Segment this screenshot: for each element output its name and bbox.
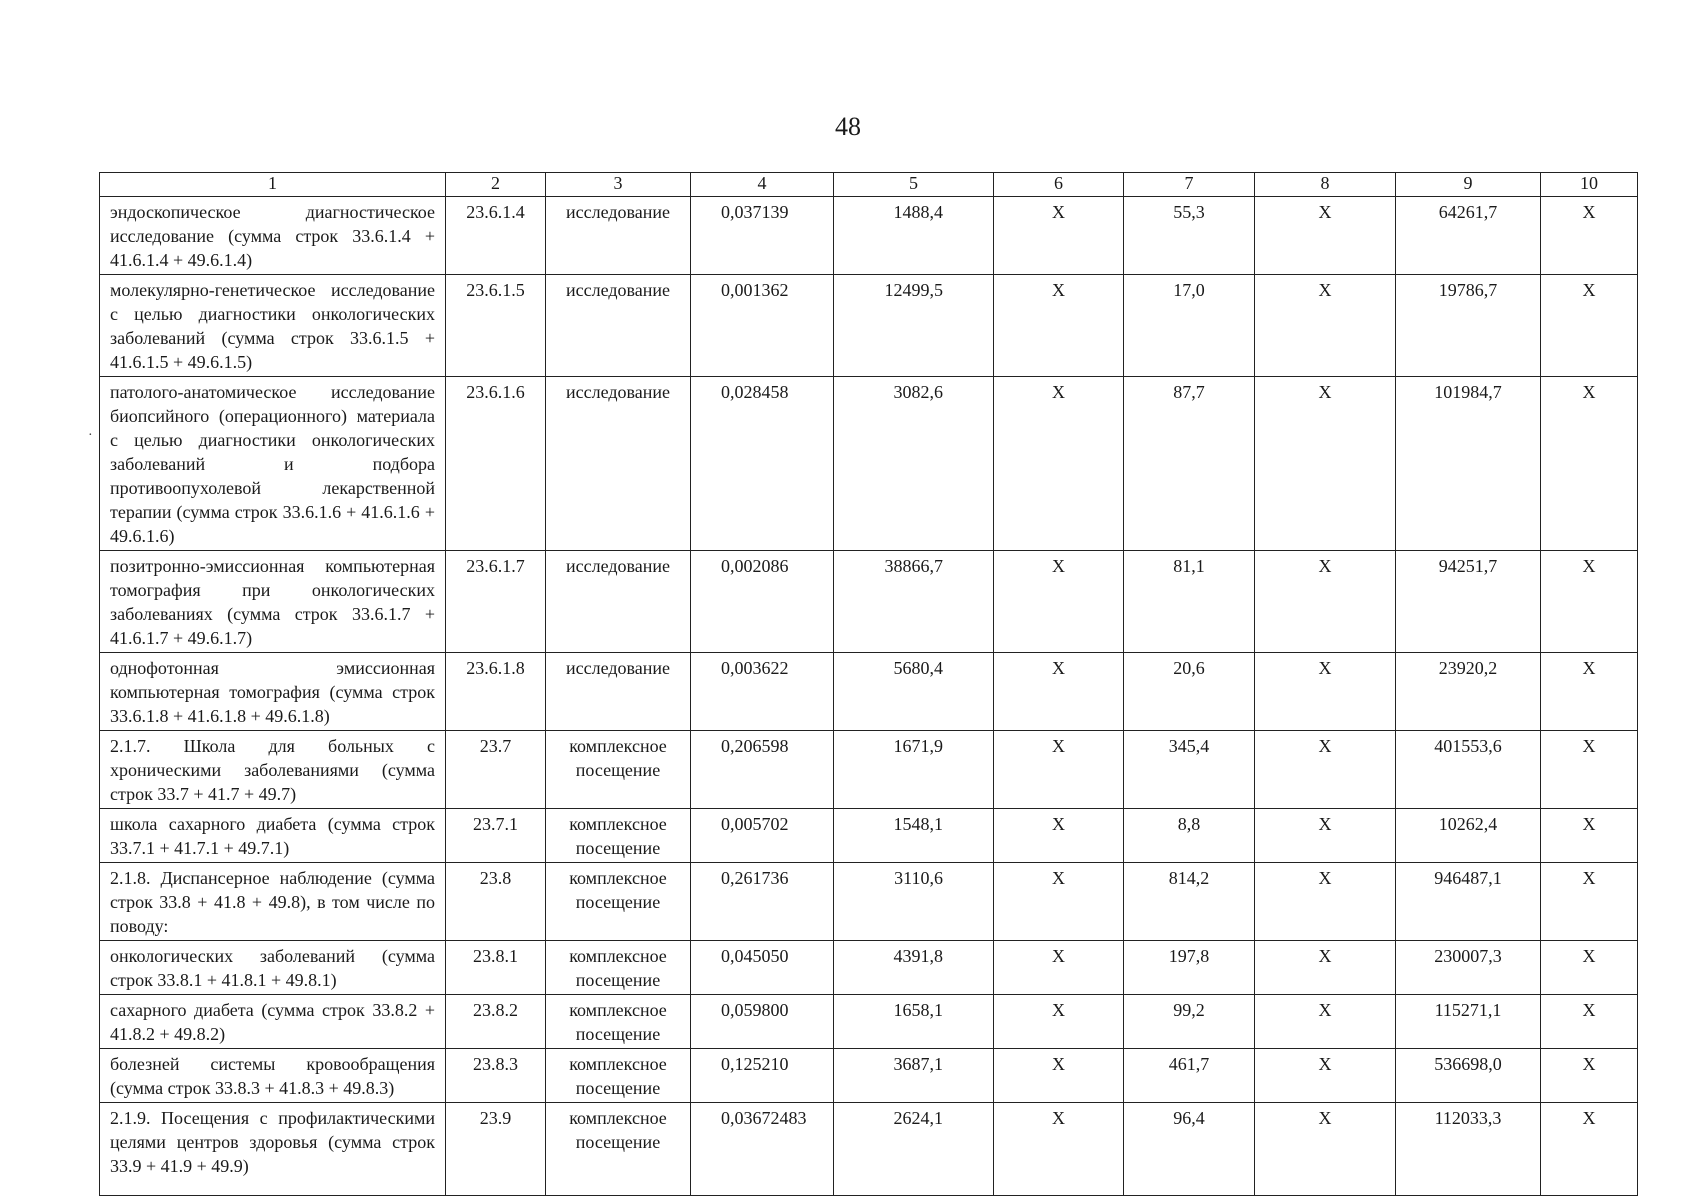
- row-code-cell: 23.8.1: [446, 941, 546, 995]
- per-capita-cell: 461,7: [1124, 1049, 1255, 1103]
- row-code-cell: 23.6.1.5: [446, 275, 546, 377]
- total-cost-cell: 230007,3: [1396, 941, 1541, 995]
- x-mark-cell: X: [1541, 377, 1638, 551]
- norm-volume-cell: 0,03672483: [691, 1103, 834, 1196]
- per-capita-cell: 197,8: [1124, 941, 1255, 995]
- row-code-cell: 23.6.1.8: [446, 653, 546, 731]
- x-mark-cell: X: [1541, 197, 1638, 275]
- row-code-cell: 23.7.1: [446, 809, 546, 863]
- norm-volume-cell: 0,028458: [691, 377, 834, 551]
- total-cost-cell: 946487,1: [1396, 863, 1541, 941]
- column-number-cell: 5: [834, 173, 994, 197]
- indicator-name-cell: сахарного диабета (сумма строк 33.8.2 + 41.8.2 + 49.8.2): [100, 995, 446, 1049]
- per-capita-cell: 814,2: [1124, 863, 1255, 941]
- x-mark-cell: X: [994, 1103, 1124, 1196]
- unit-cost-cell: 3687,1: [834, 1049, 994, 1103]
- x-mark-cell: X: [1541, 653, 1638, 731]
- total-cost-cell: 19786,7: [1396, 275, 1541, 377]
- x-mark-cell: X: [1541, 731, 1638, 809]
- table-row: [100, 731, 1638, 809]
- x-mark-cell: X: [1255, 275, 1396, 377]
- total-cost-cell: 115271,1: [1396, 995, 1541, 1049]
- x-mark-cell: X: [1255, 377, 1396, 551]
- x-mark-cell: X: [1541, 941, 1638, 995]
- unit-cell: комплексное посещение: [546, 995, 691, 1049]
- x-mark-cell: X: [1255, 941, 1396, 995]
- x-mark-cell: X: [1541, 863, 1638, 941]
- column-number-cell: 6: [994, 173, 1124, 197]
- x-mark-cell: X: [994, 1049, 1124, 1103]
- x-mark-cell: X: [1541, 809, 1638, 863]
- norm-volume-cell: 0,059800: [691, 995, 834, 1049]
- table-row: [100, 197, 1638, 275]
- x-mark-cell: X: [994, 941, 1124, 995]
- x-mark-cell: X: [1255, 653, 1396, 731]
- x-mark-cell: X: [994, 197, 1124, 275]
- table-row: [100, 1103, 1638, 1196]
- unit-cost-cell: 2624,1: [834, 1103, 994, 1196]
- x-mark-cell: X: [1255, 863, 1396, 941]
- unit-cost-cell: 12499,5: [834, 275, 994, 377]
- indicator-name-cell: школа сахарного диабета (сумма строк 33.7.1 + 41.7.1 + 49.7.1): [100, 809, 446, 863]
- row-code-cell: 23.8.3: [446, 1049, 546, 1103]
- per-capita-cell: 87,7: [1124, 377, 1255, 551]
- column-number-cell: 10: [1541, 173, 1638, 197]
- row-code-cell: 23.7: [446, 731, 546, 809]
- x-mark-cell: X: [1541, 551, 1638, 653]
- unit-cell: исследование: [546, 377, 691, 551]
- indicator-name-cell: однофотонная эмиссионная компьютерная томография (сумма строк 33.6.1.8 + 41.6.1.8 + 49.6.1.8): [100, 653, 446, 731]
- unit-cell: комплексное посещение: [546, 863, 691, 941]
- x-mark-cell: X: [1255, 1103, 1396, 1196]
- norm-volume-cell: 0,261736: [691, 863, 834, 941]
- row-code-cell: 23.6.1.7: [446, 551, 546, 653]
- per-capita-cell: 99,2: [1124, 995, 1255, 1049]
- indicator-name-cell: эндоскопическое диагностическое исследование (сумма строк 33.6.1.4 + 41.6.1.4 + 49.6.1.4): [100, 197, 446, 275]
- x-mark-cell: X: [994, 551, 1124, 653]
- norm-volume-cell: 0,002086: [691, 551, 834, 653]
- unit-cell: исследование: [546, 197, 691, 275]
- per-capita-cell: 345,4: [1124, 731, 1255, 809]
- norm-volume-cell: 0,045050: [691, 941, 834, 995]
- x-mark-cell: X: [994, 995, 1124, 1049]
- x-mark-cell: X: [1541, 995, 1638, 1049]
- x-mark-cell: X: [1541, 275, 1638, 377]
- per-capita-cell: 20,6: [1124, 653, 1255, 731]
- column-number-cell: 4: [691, 173, 834, 197]
- unit-cost-cell: 1488,4: [834, 197, 994, 275]
- unit-cost-cell: 5680,4: [834, 653, 994, 731]
- per-capita-cell: 8,8: [1124, 809, 1255, 863]
- unit-cell: комплексное посещение: [546, 731, 691, 809]
- row-code-cell: 23.8: [446, 863, 546, 941]
- unit-cell: комплексное посещение: [546, 941, 691, 995]
- table-body: [100, 173, 1638, 1196]
- unit-cell: исследование: [546, 653, 691, 731]
- indicator-name-cell: 2.1.7. Школа для больных с хроническими заболеваниями (сумма строк 33.7 + 41.7 + 49.7): [100, 731, 446, 809]
- unit-cell: комплексное посещение: [546, 1103, 691, 1196]
- row-code-cell: 23.8.2: [446, 995, 546, 1049]
- row-code-cell: 23.9: [446, 1103, 546, 1196]
- table-row: [100, 863, 1638, 941]
- indicator-name-cell: онкологических заболеваний (сумма строк 33.8.1 + 41.8.1 + 49.8.1): [100, 941, 446, 995]
- x-mark-cell: X: [1255, 731, 1396, 809]
- total-cost-cell: 401553,6: [1396, 731, 1541, 809]
- table-row: [100, 1049, 1638, 1103]
- indicator-name-cell: патолого-анатомическое исследование биопсийного (операционного) материала с целью диагностики онкологических заболеваний и подбора противоопухолевой лекарственной терапии (сумма строк 33.6.1.6 + 41.6.1.6 + 49.6.1.6): [100, 377, 446, 551]
- page-number: 48: [835, 112, 861, 141]
- unit-cell: исследование: [546, 551, 691, 653]
- x-mark-cell: X: [994, 275, 1124, 377]
- indicator-name-cell: молекулярно-генетическое исследование с целью диагностики онкологических заболеваний (сумма строк 33.6.1.5 + 41.6.1.5 + 49.6.1.5): [100, 275, 446, 377]
- per-capita-cell: 96,4: [1124, 1103, 1255, 1196]
- x-mark-cell: X: [994, 377, 1124, 551]
- total-cost-cell: 112033,3: [1396, 1103, 1541, 1196]
- table-row: [100, 995, 1638, 1049]
- table-row: [100, 275, 1638, 377]
- x-mark-cell: X: [1255, 551, 1396, 653]
- column-number-cell: 9: [1396, 173, 1541, 197]
- table-row: [100, 941, 1638, 995]
- indicator-name-cell: 2.1.8. Диспансерное наблюдение (сумма строк 33.8 + 41.8 + 49.8), в том числе по поводу:: [100, 863, 446, 941]
- column-number-cell: 2: [446, 173, 546, 197]
- unit-cost-cell: 3082,6: [834, 377, 994, 551]
- table-row: [100, 377, 1638, 551]
- norm-volume-cell: 0,005702: [691, 809, 834, 863]
- unit-cell: исследование: [546, 275, 691, 377]
- norm-volume-cell: 0,003622: [691, 653, 834, 731]
- column-number-row: [100, 173, 1638, 197]
- per-capita-cell: 17,0: [1124, 275, 1255, 377]
- column-number-cell: 3: [546, 173, 691, 197]
- norm-volume-cell: 0,125210: [691, 1049, 834, 1103]
- x-mark-cell: X: [1255, 197, 1396, 275]
- x-mark-cell: X: [994, 653, 1124, 731]
- indicator-name-cell: 2.1.9. Посещения с профилактическими целями центров здоровья (сумма строк 33.9 + 41.9 + 49.9): [100, 1103, 446, 1196]
- row-code-cell: 23.6.1.6: [446, 377, 546, 551]
- unit-cost-cell: 1658,1: [834, 995, 994, 1049]
- unit-cell: комплексное посещение: [546, 1049, 691, 1103]
- x-mark-cell: X: [1541, 1049, 1638, 1103]
- x-mark-cell: X: [1255, 809, 1396, 863]
- norm-volume-cell: 0,037139: [691, 197, 834, 275]
- table-row: [100, 551, 1638, 653]
- unit-cost-cell: 1671,9: [834, 731, 994, 809]
- total-cost-cell: 101984,7: [1396, 377, 1541, 551]
- unit-cost-cell: 1548,1: [834, 809, 994, 863]
- per-capita-cell: 55,3: [1124, 197, 1255, 275]
- x-mark-cell: X: [1255, 1049, 1396, 1103]
- column-number-cell: 8: [1255, 173, 1396, 197]
- x-mark-cell: X: [1255, 995, 1396, 1049]
- indicator-name-cell: болезней системы кровообращения (сумма строк 33.8.3 + 41.8.3 + 49.8.3): [100, 1049, 446, 1103]
- unit-cell: комплексное посещение: [546, 809, 691, 863]
- total-cost-cell: 64261,7: [1396, 197, 1541, 275]
- x-mark-cell: X: [994, 809, 1124, 863]
- norm-volume-cell: 0,206598: [691, 731, 834, 809]
- indicator-name-cell: позитронно-эмиссионная компьютерная томография при онкологических заболеваниях (сумма строк 33.6.1.7 + 41.6.1.7 + 49.6.1.7): [100, 551, 446, 653]
- x-mark-cell: X: [994, 863, 1124, 941]
- total-cost-cell: 10262,4: [1396, 809, 1541, 863]
- unit-cost-cell: 38866,7: [834, 551, 994, 653]
- x-mark-cell: X: [1541, 1103, 1638, 1196]
- norm-volume-cell: 0,001362: [691, 275, 834, 377]
- column-number-cell: 7: [1124, 173, 1255, 197]
- scan-mark: ·: [88, 428, 93, 443]
- row-code-cell: 23.6.1.4: [446, 197, 546, 275]
- tariff-table: [99, 172, 1638, 1196]
- unit-cost-cell: 4391,8: [834, 941, 994, 995]
- per-capita-cell: 81,1: [1124, 551, 1255, 653]
- table-row: [100, 809, 1638, 863]
- table-row: [100, 653, 1638, 731]
- x-mark-cell: X: [994, 731, 1124, 809]
- unit-cost-cell: 3110,6: [834, 863, 994, 941]
- total-cost-cell: 23920,2: [1396, 653, 1541, 731]
- column-number-cell: 1: [100, 173, 446, 197]
- total-cost-cell: 536698,0: [1396, 1049, 1541, 1103]
- total-cost-cell: 94251,7: [1396, 551, 1541, 653]
